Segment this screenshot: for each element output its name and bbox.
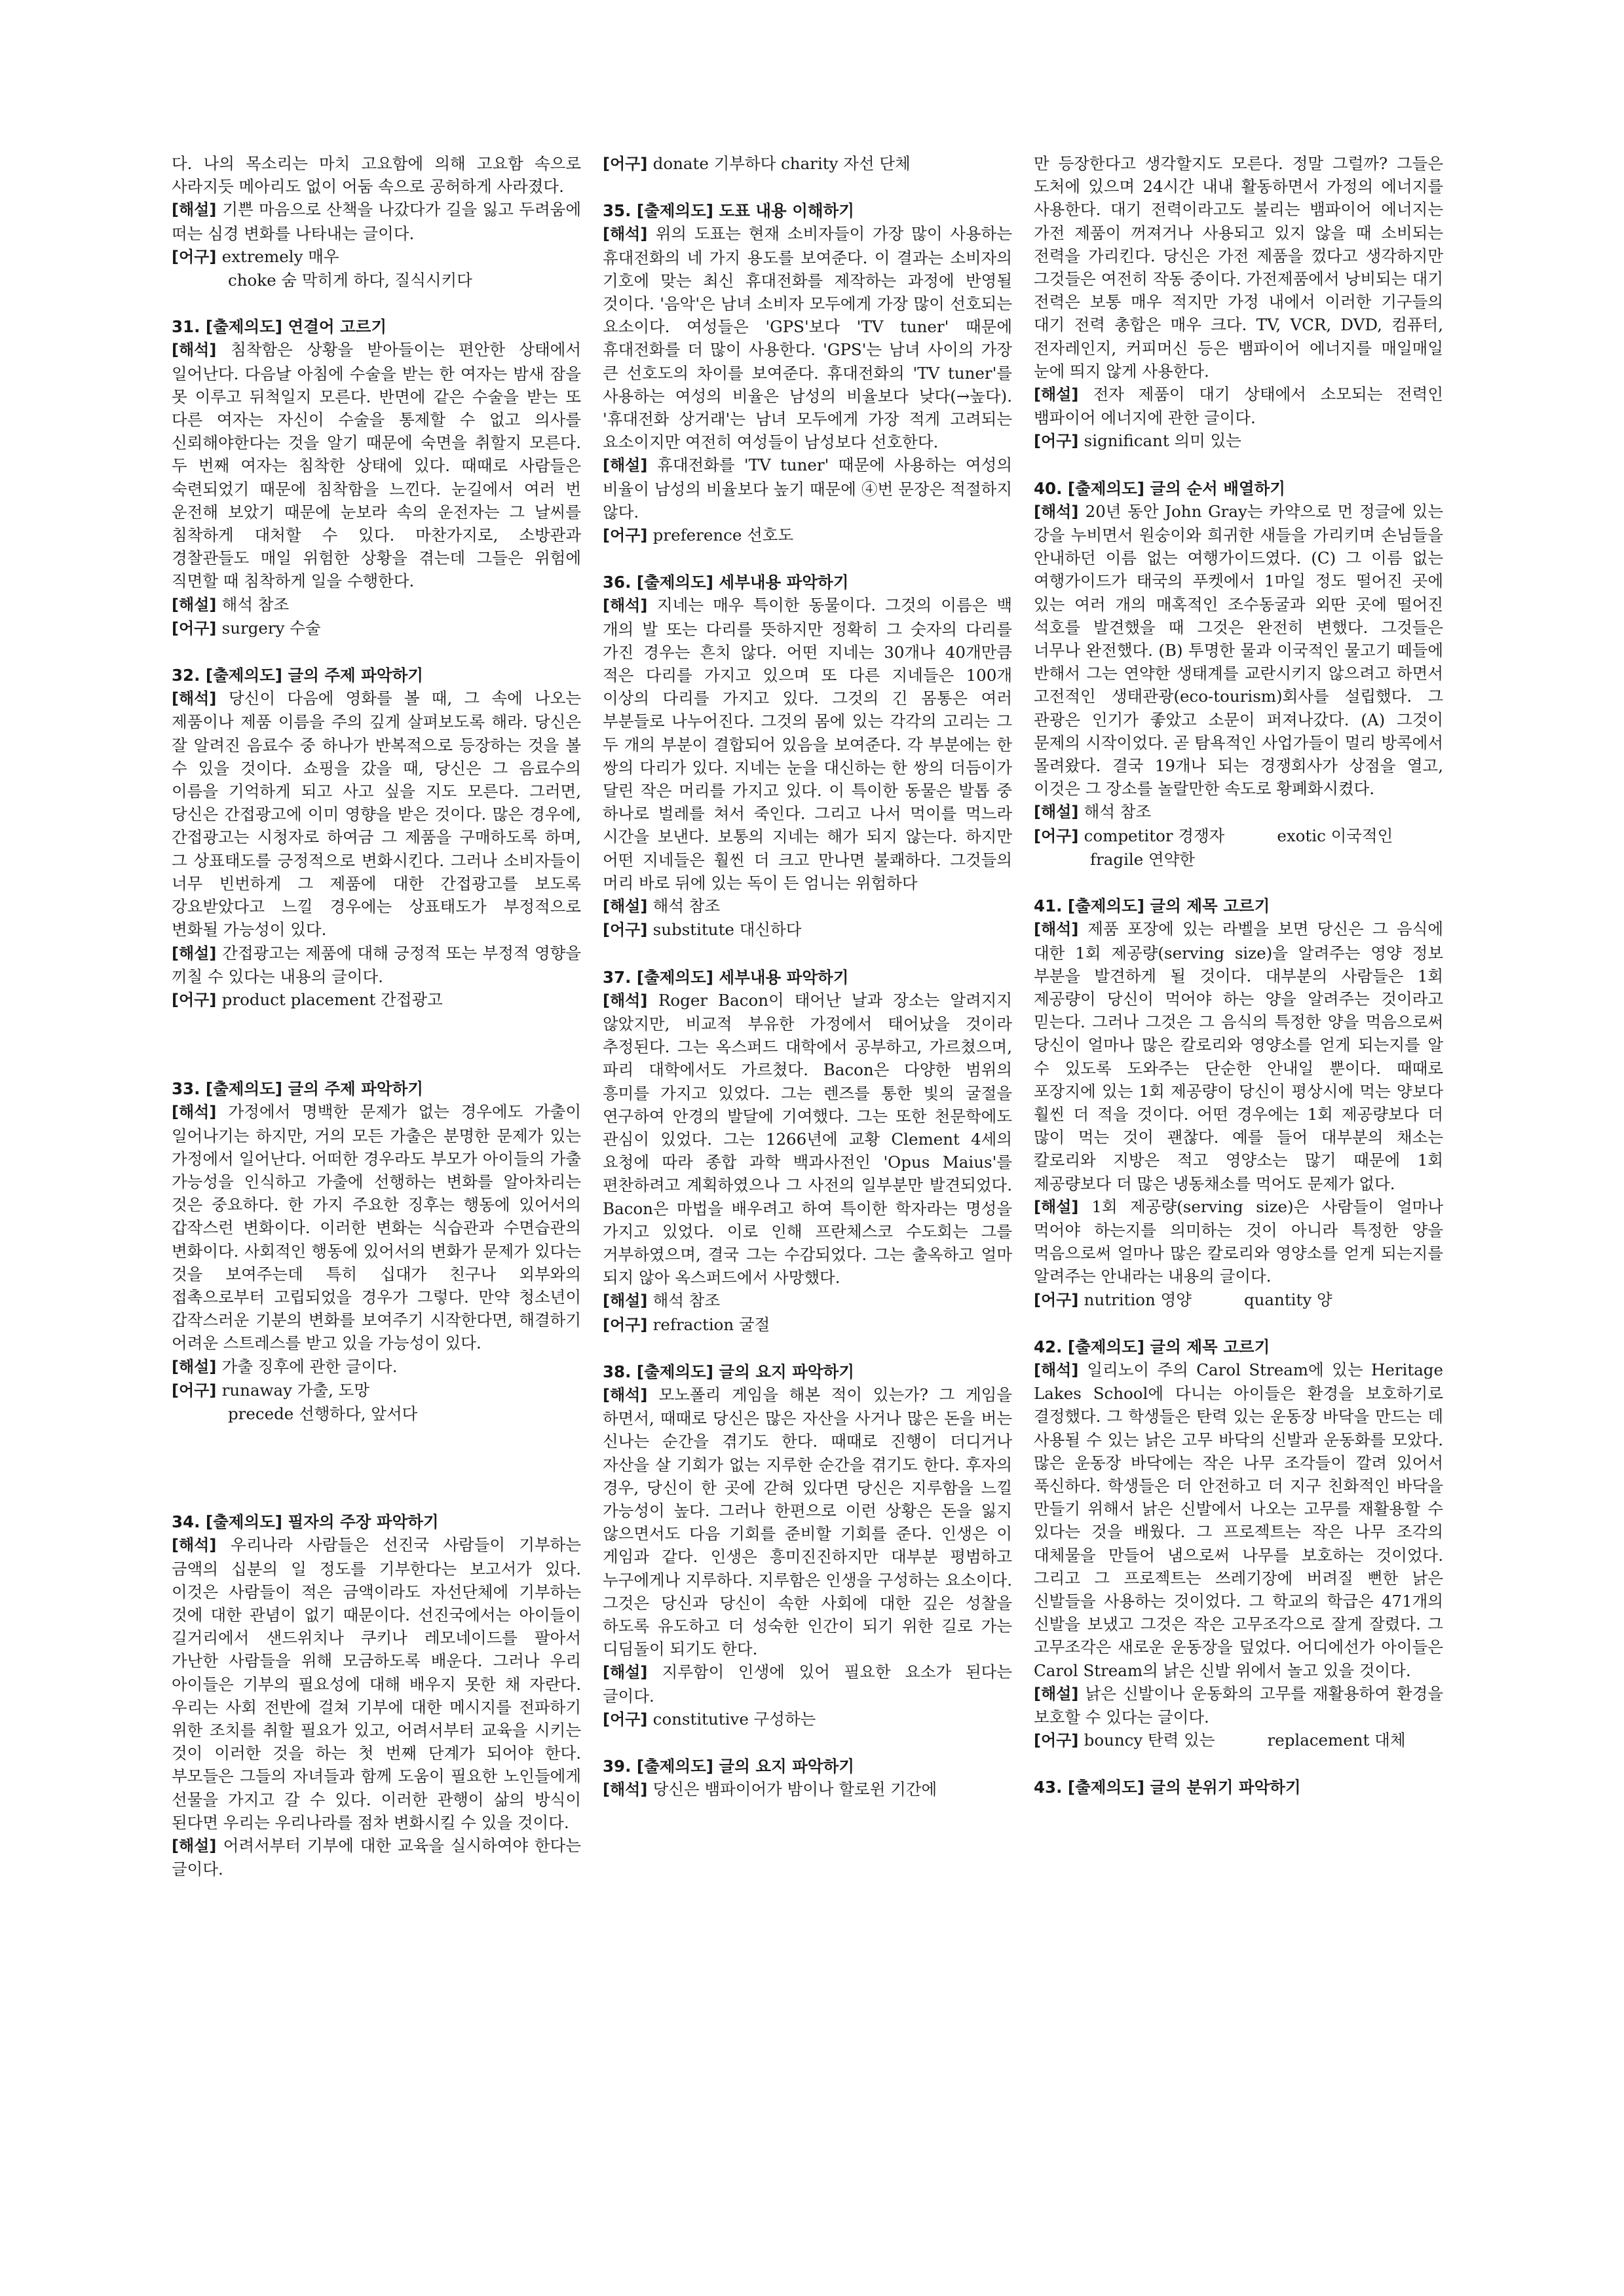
question-title: 41. [출제의도] 글의 제목 고르기 [1034,896,1270,916]
explain-label: [ 해석 ] [1034,920,1087,938]
explain-block [172,687,581,941]
note-block [172,1355,581,1379]
note-block [172,942,581,988]
note-label: [ 해설 ] [1034,385,1093,404]
note-label: [ 해설 ] [172,1837,223,1855]
note-label: [ 해설 ] [1034,1685,1086,1703]
explain-text: 당신은 뱀파이어가 밤이나 할로윈 기간에 [652,1780,937,1799]
vocab-block [1034,429,1443,453]
question-title: 32. [출제의도] 글의 주제 파악하기 [172,666,423,685]
question-title: 42. [출제의도] 글의 제목 고르기 [1034,1337,1270,1356]
explain-label: [ 해석 ] [603,596,657,615]
explain-text: 위의 도표는 현재 소비자들이 가장 많이 사용하는 휴대전화의 네 가지 용도를 보여준다. 이 결과는 소비자의 기호에 맞는 최신 휴대전화를 제작하는 과정에 반영될 것이다. '음악'은 남녀 소비자 모두에게 가장 많이 선호되는 요소이다. 여성들은 'GPS'보다 'TV tuner' 때문에 휴대전화를 더 많이 사용한다. 'GPS'는 남녀 사이의 가장 큰 선호도의 차이를 보여준다. 휴대전화의 'TV tuner'를 사용하는 여성의 비율은 남성의 비율보다 낮다(→높다). '휴대전화 상거래'는 남녀 모두에게 가장 적게 고려되는 요소이지만 여전히 여성들이 남성보다 선호한다. [603,224,1012,452]
note-label: [ 해설 ] [603,1663,662,1681]
note-text: 어려서부터 기부에 대한 교육을 실시하여야 한다는 글이다. [172,1836,581,1879]
explain-label: [ 해석 ] [172,1536,231,1554]
note-text: 간접광고는 제품에 대해 긍정적 또는 부정적 영향을 끼칠 수 있다는 내용의 글이다. [172,943,581,986]
explain-label: [ 해석 ] [603,1780,653,1799]
note-block [172,1834,581,1881]
explain-text: 우리나라 사람들은 선진국 사람들이 기부하는 금액의 십분의 일 정도를 기부한다는 보고서가 있다. 이것은 사람들이 적은 금액이라도 자선단체에 기부하는 것에 대한 관념이 없기 때문이다. 선진국에서는 아이들이 길거리에서 샌드위치나 쿠키나 레모네이드를 팔아서 가난한 사람들을 위해 모금하도록 배운다. 그러나 우리 아이들은 기부의 필요성에 대해 배우지 못한 채 자란다. 우리는 사회 전반에 걸쳐 기부에 대한 메시지를 전파하기 위한 조치를 취할 필요가 있고, 어려서부터 교육을 시키는 것이 이러한 것을 하는 첫 번째 단계가 되어야 한다. 부모들은 그들의 자녀들과 함께 도움이 필요한 노인들에게 선물을 가지고 갈 수 있다. 이러한 관행이 삶의 방식이 된다면 우리는 우리나라를 점차 변화시킬 수 있을 것이다. [172,1535,581,1832]
question-38 [603,1360,1012,1731]
question-title: 36. [출제의도] 세부내용 파악하기 [603,573,849,592]
note-text: 지루함이 인생에 있어 필요한 요소가 된다는 글이다. [603,1662,1013,1706]
note-text: 해석 참조 [1084,802,1152,822]
question-title: 43. [출제의도] 글의 분위기 파악하기 [1034,1778,1301,1797]
vocab-label: [ 어구 ] [603,155,653,173]
explain-text: 가정에서 명백한 문제가 없는 경우에도 가출이 일어나기는 하지만, 거의 모든 가출은 분명한 문제가 있는 가정에서 일어난다. 어떠한 경우라도 부모가 아이들의 가출 가능성을 인식하고 가출에 선행하는 변화를 알아차리는 것은 중요하다. 한 가지 주요한 징후는 행동에 있어서의 갑작스런 변화이다. 이러한 변화는 식습관과 수면습관의 변화이다. 사회적인 행동에 있어서의 변화가 문제가 있다는 것을 보여주는데 특히 십대가 친구나 외부와의 접촉으로부터 고립되었을 경우가 그렇다. 만약 청소년이 갑작스러운 기분의 변화를 보여주기 시작한다면, 해결하기 어려운 스트레스를 받고 있을 가능성이 있다. [172,1102,581,1353]
explain-label: [ 해석 ] [1034,503,1086,521]
question-39 [603,1755,1012,1801]
explain-label: [ 해석 ] [172,689,229,708]
note-block [172,198,581,244]
explain-label: [ 해석 ] [603,1386,659,1404]
explain-block [172,1100,581,1354]
vocab-label: [ 어구 ] [1034,1731,1084,1750]
question-37 [603,966,1012,1337]
vocab-text: quantity 양 [1243,1290,1332,1309]
explain-block [603,1383,1012,1660]
vocab-label: [ 어구 ] [172,619,222,638]
vocab-text: refraction 굴절 [652,1314,770,1334]
vocab-continuation: fragile 연약한 [1090,849,1196,869]
question-title: 33. [출제의도] 글의 주제 파악하기 [172,1079,423,1099]
vocab-block [172,245,581,269]
explain-label: [ 해석 ] [172,341,231,359]
note-label: [ 해설 ] [1034,803,1084,821]
question-42 [1034,1335,1443,1753]
vocab-block [603,152,1012,176]
column-left [172,152,581,1881]
note-label: [ 해설 ] [172,596,222,614]
explain-block [603,594,1012,894]
vocab-label: [ 어구 ] [172,991,222,1009]
vocab-text: exotic 이국적인 [1277,826,1393,845]
vocab-label: [ 어구 ] [603,921,653,939]
explain-block [603,222,1012,453]
explain-text: 20년 동안 John Gray는 카약으로 먼 정글에 있는 강을 누비면서 원숭이와 희귀한 새들을 가리키며 손님들을 안내하던 이름 없는 여행가이드였다. (C) 그 이름 없는 여행가이드가 태국의 푸켓에서 1마일 정도 떨어진 곳에 있는 여러 개의 매혹적인 조수동굴과 외딴 곳에 떨어진 석호를 발견했을 때 그것은 완전히 변했다. 그것들은 너무나 완전했다. (B) 투명한 물과 이국적인 물고기 떼들에 반해서 그는 연약한 생태계를 교란시키지 않으려고 하면서 고전적인 생태관광(eco-tourism)회사를 설립했다. 그 관광은 인기가 좋았고 소문이 퍼져나갔다. (A) 그것이 문제의 시작이었다. 곧 탐욕적인 사업가들이 멀리 방콕에서 몰려왔다. 결국 19개나 되는 경쟁회사가 상점을 열고, 이것은 그 장소를 놀랄만한 속도로 황폐화시켰다. [1034,501,1444,799]
explain-text: 침착함은 상황을 받아들이는 편안한 상태에서 일어난다. 다음날 아침에 수술을 받는 한 여자는 밤새 잠을 못 이루고 뒤척일지 모른다. 반면에 같은 수술을 받는 또 다른 여자는 자신이 수술을 통제할 수 없고 의사를 신뢰해야한다는 것을 알기 때문에 숙면을 취할지 모른다. 두 번째 여자는 침착한 상태에 있다. 때때로 사람들은 숙련되었기 때문에 침착함을 느낀다. 눈길에서 여러 번 운전해 보았기 때문에 눈보라 속의 운전자는 그 날씨를 침착하게 대처할 수 있다. 마찬가지로, 소방관과 경찰관들도 매일 위험한 상황을 겪는데 그들은 위험에 직면할 때 침착하게 일을 수행한다. [172,340,581,591]
explain-text: 제품 포장에 있는 라벨을 보면 당신은 그 음식에 대한 1회 제공량(serving size)을 알려주는 영양 정보 부분을 발견하게 될 것이다. 대부분의 사람들은 1회 제공량이 당신이 먹어야 하는 양을 알려주는 것이라고 믿는다. 그러나 그것은 그 음식의 특정한 양을 먹음으로써 당신이 얼마나 많은 칼로리와 영양소를 얻게 되는지를 알 수 있도록 도와주는 단순한 안내일 뿐이다. 때때로 포장지에 있는 1회 제공량이 당신이 평상시에 먹는 양보다 훨씬 더 적을 것이다. 어떤 경우에는 1회 제공량보다 더 많이 먹는 것이 괜찮다. 예를 들어 대부분의 채소는 칼로리와 지방은 적고 영양소는 많기 때문에 1회 제공량보다 더 많은 냉동채소를 먹어도 문제가 없다. [1034,919,1443,1193]
note-block [1034,800,1443,824]
explain-label: [ 해석 ] [603,225,656,243]
explain-text: Roger Bacon이 태어난 날과 장소는 알려지지 않았지만, 비교적 부유한 가정에서 태어났을 것이라 추정된다. 그는 옥스퍼드 대학에서 공부하고, 가르쳤으며, 파리 대학에서도 가르쳤다. Bacon은 다양한 범위의 흥미를 가지고 있었다. 그는 렌즈를 통한 빛의 굴절을 연구하여 안경의 발달에 기여했다. 그는 또한 천문학에도 관심이 있었다. 그는 1266년에 교황 Clement 4세의 요청에 따라 종합 과학 백과사전인 'Opus Maius'를 편찬하려고 계획하였으나 그 사전의 일부분만 발견되었다. Bacon은 마법을 배우려고 하여 특이한 학자라는 명성을 가지고 있었다. 이로 인해 프란체스코 수도회는 그를 거부하였으며, 결국 그는 수감되었다. 그는 출옥하고 얼마 되지 않아 옥스퍼드에서 사망했다. [603,990,1013,1288]
note-text: 해석 참조 [652,896,721,916]
note-text: 해석 참조 [221,594,290,614]
column-right [1034,152,1443,1799]
explain-block [172,1533,581,1834]
explain-block [603,989,1012,1290]
note-text: 기쁜 마음으로 산책을 나갔다가 길을 잃고 두려움에 떠는 심경 변화를 나타내는 글이다. [172,200,581,243]
explain-block [172,338,581,592]
note-block [603,1660,1012,1707]
vocab-label: [ 어구 ] [172,1381,222,1400]
explain-text: 당신이 다음에 영화를 볼 때, 그 속에 나오는 제품이나 제품 이름을 주의 깊게 살펴보도록 해라. 당신은 잘 알려진 음료수 중 하나가 반복적으로 등장하는 것을 볼 수 있을 것이다. 쇼핑을 갔을 때, 당신은 그 음료수의 이름을 기억하게 되고 사고 싶을 지도 모른다. 그러면, 당신은 간접광고에 이미 영향을 받은 것이다. 많은 경우에, 간접광고는 시청자로 하여금 그 제품을 구매하도록 하며, 그 상표태도를 긍정적으로 변화시킨다. 그러나 소비자들이 너무 빈번하게 그 제품에 대한 간접광고를 보도록 강요받았다고 느낄 경우에는 상표태도가 부정적으로 변화될 가능성이 있다. [172,689,582,940]
note-text: 전자 제품이 대기 상태에서 소모되는 전력인 뱀파이어 에너지에 관한 글이다. [1034,385,1444,428]
question-35 [603,199,1012,547]
column-middle [603,152,1012,1801]
note-text: 휴대전화를 'TV tuner' 때문에 사용하는 여성의 비율이 남성의 비율보다 높기 때문에 ④번 문장은 적절하지 않다. [603,455,1013,522]
vocab-block [172,988,581,1012]
explain-block [603,1778,1012,1801]
note-label: [ 해설 ] [172,944,222,963]
vocab-text: extremely 매우 [221,246,339,266]
explain-label: [ 해석 ] [603,991,658,1010]
vocab-text: bouncy 탄력 있는 [1084,1731,1215,1750]
question-title: 37. [출제의도] 세부내용 파악하기 [603,967,849,987]
vocab-block [1034,1288,1443,1312]
note-label: [ 해설 ] [603,897,653,915]
note-label: [ 해설 ] [172,1358,222,1376]
explain-text: 지네는 매우 특이한 동물이다. 그것의 이름은 백 개의 발 또는 다리를 뜻하지만 정확히 그 숫자의 다리를 가진 경우는 흔치 않다. 어떤 지네는 30개나 40개만큼 적은 다리를 가지고 있으며 또 다른 지네들은 100개 이상의 다리를 가지고 있다. 그것의 긴 몸통은 여러 부분들로 나누어진다. 그것의 몸에 있는 각각의 고리는 그 두 개의 부분이 결합되어 있음을 보여준다. 각 부분에는 한 쌍의 다리가 있다. 지네는 눈을 대신하는 한 쌍의 더듬이가 달린 작은 머리를 가지고 있다. 이 특이한 동물은 발톱 중 하나로 벌레를 쳐서 죽인다. 그리고 나서 먹이를 먹느라 시간을 보낸다. 보통의 지네는 해가 되지 않는다. 하지만 어떤 지네들은 훨씬 더 크고 만나면 불쾌하다. 그것들의 머리 바로 뒤에 있는 독이 든 엄니는 위험하다 [603,596,1013,892]
vocab-block [172,1379,581,1402]
vocab-text: surgery 수술 [221,618,321,638]
explain-block [1034,917,1443,1195]
note-label: [ 해설 ] [603,456,657,474]
note-label: [ 해설 ] [603,1292,653,1310]
question-43 [1034,1776,1443,1799]
question-36 [603,571,1012,942]
note-label: [ 해설 ] [172,201,222,219]
explain-label: [ 해석 ] [1034,1361,1087,1379]
note-block [603,894,1012,918]
vocab-label: [ 어구 ] [603,526,653,545]
vocab-text: substitute 대신하다 [652,920,802,940]
vocab-label: [ 어구 ] [172,248,222,266]
vocab-label: [ 어구 ] [1034,432,1084,450]
vocab-block [603,1708,1012,1731]
vocab-label: [ 어구 ] [603,1710,653,1729]
question-33 [172,1077,581,1425]
vocab-text: nutrition 영양 [1084,1290,1192,1309]
vocab-label: [ 어구 ] [1034,1291,1084,1309]
vocab-label: [ 어구 ] [603,1316,653,1334]
note-block [603,1289,1012,1312]
passage-continuation: 만 등장한다고 생각할지도 모른다. 정말 그럴까? 그들은 도처에 있으며 24시간 내내 활동하면서 가정의 에너지를 사용한다. 대기 전력이라고도 불리는 뱀파이어 에너지는 가전 제품이 꺼져거나 사용되고 있지 않을 때 소비되는 전력을 가리킨다. 당신은 가전 제품을 껐다고 생각하지만 그것들은 여전히 작동 중이다. 가전제품에서 낭비되는 대기 전력은 보통 매우 적지만 가정 내에서 이러한 기구들의 대기 전력 총합은 매우 크다. TV, VCR, DVD, 컴퓨터, 전자레인지, 커피머신 등은 뱀파이어 에너지를 매일매일 눈에 띄지 않게 사용한다. [1034,154,1443,381]
vocab-block [1034,824,1443,848]
vocab-block [603,524,1012,547]
question-41 [1034,894,1443,1312]
vocab-block [603,918,1012,942]
question-title: 40. [출제의도] 글의 순서 배열하기 [1034,478,1285,498]
explain-block [1034,500,1443,801]
vocab-block [172,617,581,640]
question-31 [172,315,581,640]
vocab-block [603,1313,1012,1337]
note-block [1034,1195,1443,1288]
question-34 [172,1510,581,1881]
vocab-text: significant 의미 있는 [1084,431,1241,451]
note-block [172,593,581,617]
explain-block [1034,1358,1443,1682]
vocab-text: preference 선호도 [652,526,794,545]
question-40 [1034,477,1443,871]
vocab-text: donate 기부하다 charity 자선 단체 [652,154,911,173]
note-block [1034,1682,1443,1729]
note-text: 해석 참조 [652,1291,721,1311]
question-title: 31. [출제의도] 연결어 고르기 [172,317,387,337]
explain-label: [ 해석 ] [172,1103,229,1121]
note-block [1034,383,1443,429]
question-32 [172,664,581,1012]
explain-text: 일리노이 주의 Carol Stream에 있는 Heritage Lakes School에 다니는 아이들은 환경을 보호하기로 결정했다. 그 학생들은 탄력 있는 운동장 바닥을 만드는 데 사용될 수 있는 낡은 고무 바닥의 신발과 운동화를 모았다. 많은 운동장 바닥에는 작은 나무 조각들이 깔려 있어서 푹신하다. 학생들은 더 안전하고 더 지구 친화적인 바닥을 만들기 위해서 낡은 신발에서 나오는 고무를 재활용할 수 있다는 것을 배웠다. 그 프로젝트는 작은 나무 조각의 대체물을 만들어 냄으로써 나무를 보호하는 것이었다. 그리고 그 프로젝트는 쓰레기장에 버려질 뻔한 낡은 신발들을 사용하는 것이었다. 그 학교의 학급은 471개의 신발을 보냈고 그것은 작은 고무조각으로 잘게 잘렸다. 그 고무조각은 새로운 운동장을 덮었다. 어디에선가 아이들은 Carol Stream의 낡은 신발 위에서 놀고 있을 것이다. [1034,1360,1443,1680]
vocab-text: product placement 간접광고 [221,989,443,1009]
vocab-text: runaway 가출, 도망 [221,1380,369,1400]
vocab-text: replacement 대체 [1267,1731,1406,1750]
note-text: 가출 징후에 관한 글이다. [221,1356,398,1376]
explain-text: 모노폴리 게임을 해본 적이 있는가? 그 게임을 하면서, 때때로 당신은 많은 자산을 사거나 많은 돈을 버는 신나는 순간을 겪기도 한다. 때때로 진행이 더디거나 자산을 살 기회가 없는 지루한 순간을 겪기도 한다. 후자의 경우, 당신이 한 곳에 갇혀 있다면 당신은 지루함을 느낄 가능성이 높다. 그러나 한편으로 이런 상황은 돈을 잃지 않으면서도 다음 기회를 준비할 기회를 준다. 인생은 이 게임과 같다. 인생은 흥미진진하지만 대부분 평범하고 누구에게나 지루하다. 지루함은 인생을 구성하는 요소이다. 그것은 당신과 당신이 속한 사회에 대한 깊은 성찰을 하도록 유도하고 더 성숙한 인간이 되기 위한 길로 가는 디딤돌이 되기도 한다. [603,1385,1012,1659]
vocab-label: [ 어구 ] [1034,827,1084,845]
vocab-text: competitor 경쟁자 [1084,826,1225,845]
vocab-text: constitutive 구성하는 [652,1709,816,1729]
passage-continuation: 다. 나의 목소리는 마치 고요함에 의해 고요함 속으로 사라지듯 메아리도 없이 어둠 속으로 공허하게 사라졌다. [172,154,581,197]
vocab-block [1034,1729,1443,1752]
question-title: 39. [출제의도] 글의 요지 파악하기 [603,1757,854,1776]
question-title: 38. [출제의도] 글의 요지 파악하기 [603,1362,854,1381]
vocab-continuation: precede 선행하다, 앞서다 [228,1404,418,1423]
note-label: [ 해설 ] [1034,1198,1091,1216]
note-text: 낡은 신발이나 운동화의 고무를 재활용하여 환경을 보호할 수 있다는 글이다. [1034,1683,1443,1727]
question-title: 34. [출제의도] 필자의 주장 파악하기 [172,1512,439,1532]
question-title: 35. [출제의도] 도표 내용 이해하기 [603,201,854,221]
vocab-continuation: choke 숨 막히게 하다, 질식시키다 [228,271,472,290]
note-block [603,453,1012,524]
note-text: 1회 제공량(serving size)은 사람들이 얼마나 먹어야 하는지를 의미하는 것이 아니라 특정한 양을 먹음으로써 얼마나 많은 칼로리와 영양소를 얻게 되는지를 알려주는 안내라는 내용의 글이다. [1034,1196,1443,1286]
